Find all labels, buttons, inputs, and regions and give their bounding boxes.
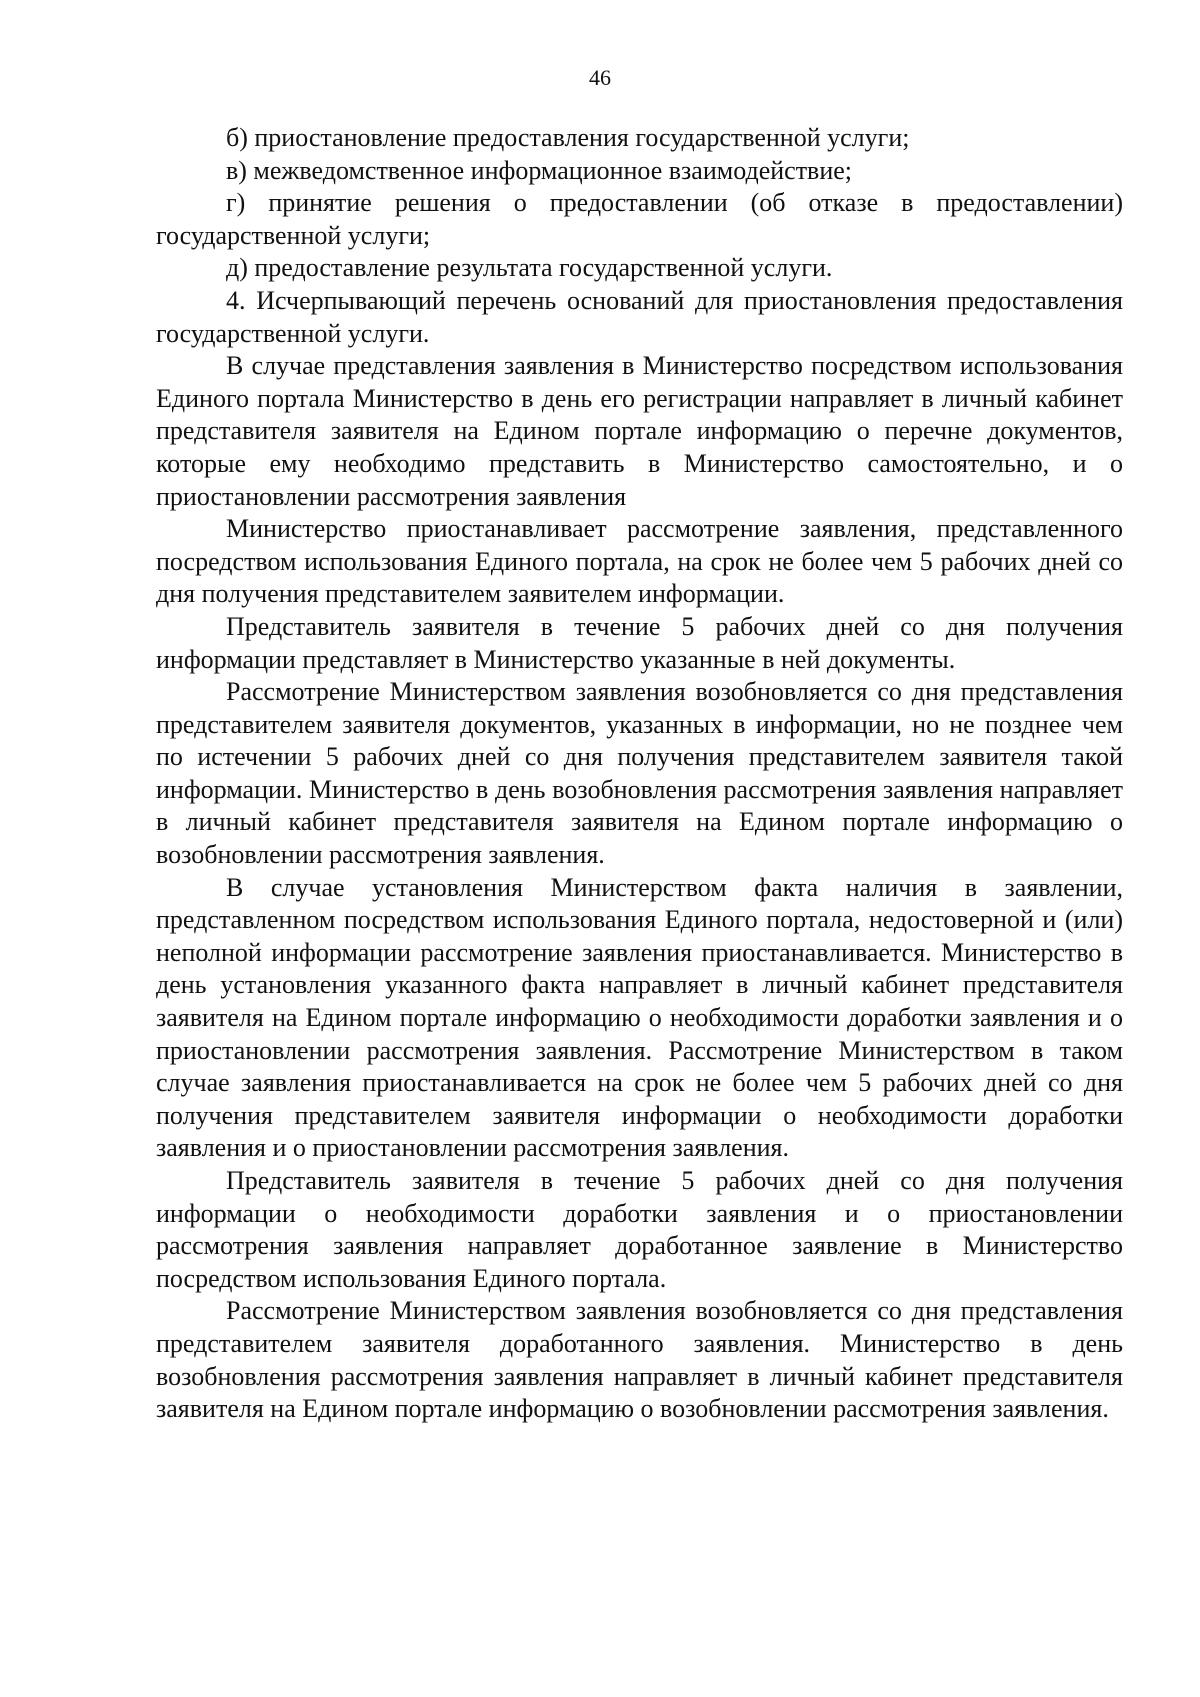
list-item-b: б) приостановление предоставления государственной услуги;	[226, 123, 910, 152]
list-item-g: г) принятие решения о предоставлении (об отказе в предоставлении) государственной услуги;	[156, 188, 1123, 250]
paragraph-portal-submission: В случае представления заявления в Министерство посредством использования Единого портала Министерство в день его регистрации направляет в личный кабинет представителя заявителя на Едином портале информацию о перечне документов, которые ему необходимо представить в Министерство самостоятельно, и о приостановлении рассмотрения заявления	[156, 351, 1123, 511]
section-heading-4: 4. Исчерпывающий перечень оснований для приостановления предоставления государственной услуги.	[156, 285, 1123, 348]
list-item-d: д) предоставление результата государственной услуги.	[226, 253, 833, 283]
paragraph-revised-application: Представитель заявителя в течение 5 рабочих дней со дня получения информации о необходимости доработки заявления и о приостановлении рассмотрения заявления направляет доработанное заявление в Министерство посредством использования Единого портала.	[156, 1166, 1123, 1293]
paragraph-documents-deadline: Представитель заявителя в течение 5 рабочих дней со дня получения информации представляет в Министерство указанные в ней документы.	[156, 611, 1123, 674]
paragraph-suspension-term: Министерство приостанавливает рассмотрение заявления, представленного посредством использования Единого портала, на срок не более чем 5 рабочих дней со дня получения представителем заявителем информации.	[156, 514, 1123, 609]
document-body	[156, 122, 1123, 1426]
paragraph-resumption: Рассмотрение Министерством заявления возобновляется со дня представления представителем заявителя документов, указанных в информации, но не позднее чем по истечении 5 рабочих дней со дня получения представителем заявителя такой информации. Министерство в день возобновления рассмотрения заявления направляет в личный кабинет представителя заявителя на Едином портале информацию о возобновлении рассмотрения заявления.	[156, 677, 1123, 870]
paragraph-incomplete-information: В случае установления Министерством факта наличия в заявлении, представленном посредством использования Единого портала, недостоверной и (или) неполной информации рассмотрение заявления приостанавливается. Министерство в день установления указанного факта направляет в личный кабинет представителя заявителя на Едином портале информацию о необходимости доработки заявления и о приостановлении рассмотрения заявления. Рассмотрение Министерством в таком случае заявления приостанавливается на срок не более чем 5 рабочих дней со дня получения представителем заявителя информации о необходимости доработки заявления и о приостановлении рассмотрения заявления.	[156, 872, 1123, 1163]
page-number: 46	[589, 65, 611, 90]
paragraph-resumption-revised: Рассмотрение Министерством заявления возобновляется со дня представления представителем заявителя доработанного заявления. Министерство в день возобновления рассмотрения заявления направляет в личный кабинет представителя заявителя на Едином портале информацию о возобновлении рассмотрения заявления.	[156, 1296, 1123, 1424]
list-item-v: в) межведомственное информационное взаимодействие;	[226, 155, 853, 185]
